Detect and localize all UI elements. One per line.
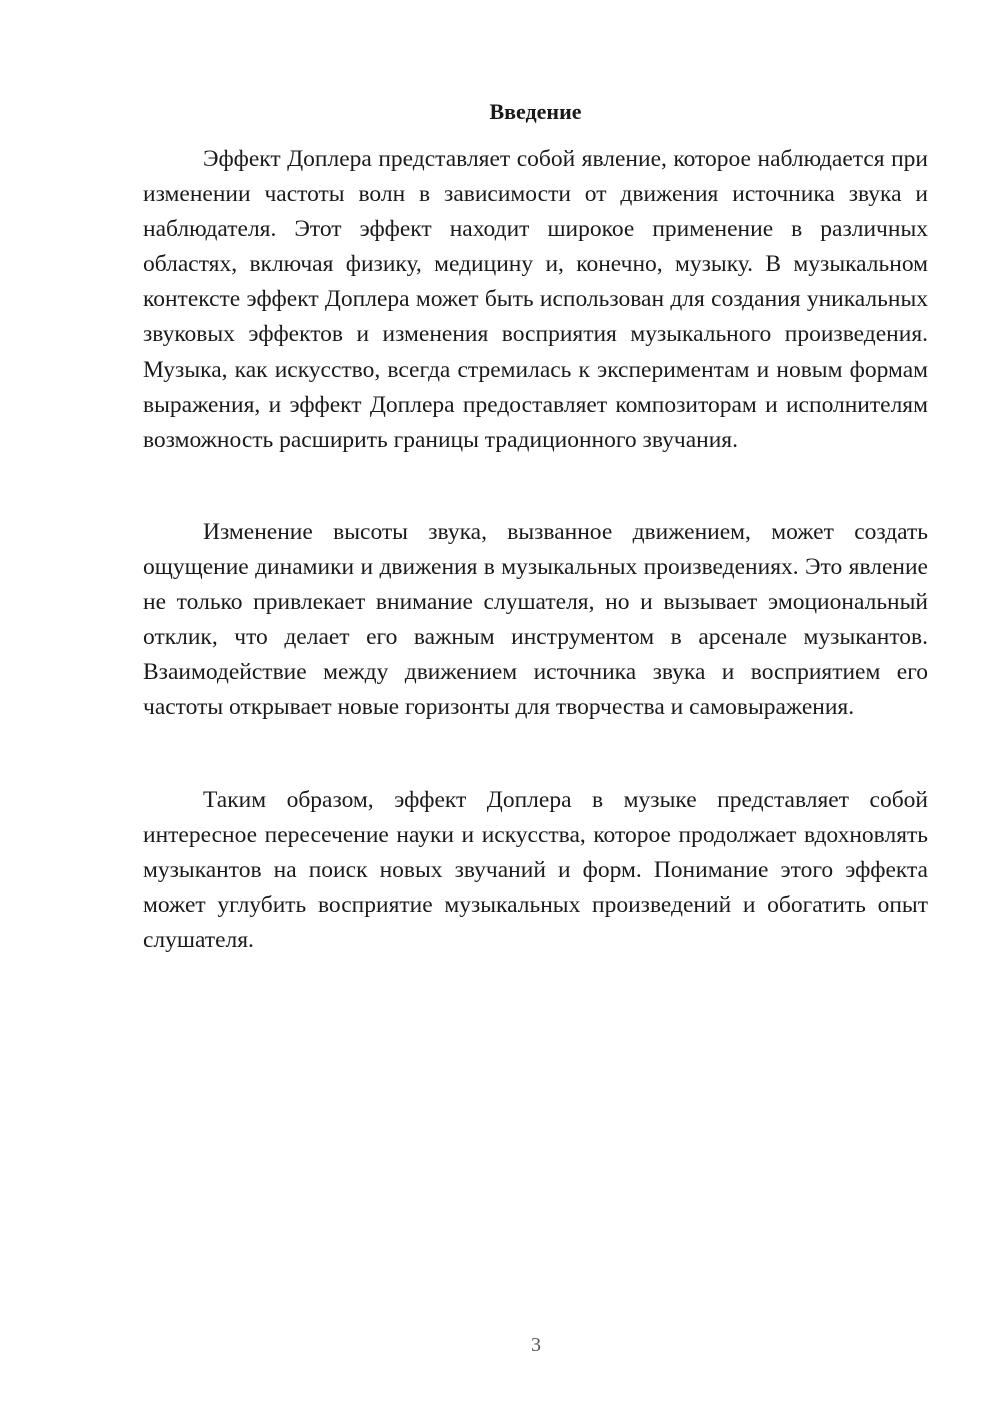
paragraph-3: Таким образом, эффект Доплера в музыке представляет собой интересное пересечение науки и искусства, которое продолжает вдохновлять музыкантов на поиск новых звучаний и форм. Понимание этого эффекта может углубить восприятие музыкальных произведений и обогатить опыт слушателя. — [143, 787, 928, 954]
paragraph-1: Эффект Доплера представляет собой явление, которое наблюдается при изменении частоты волн в зависимости от движения источника звука и наблюдателя. Этот эффект находит широкое применение в различных областях, включая физику, медицину и, конечно, музыку. В музыкальном контексте эффект Доплера может быть использован для создания уникальных звуковых эффектов и изменения восприятия музыкального произведения. Музыка, как искусство, всегда стремилась к экспериментам и новым формам выражения, и эффект Доплера предоставляет композиторам и исполнителям возможность расширить границы традиционного звучания. — [143, 146, 928, 453]
section-heading: Введение — [489, 99, 582, 124]
page-number: 3 — [531, 1334, 541, 1356]
paragraph-2: Изменение высоты звука, вызванное движением, может создать ощущение динамики и движения в музыкальных произведениях. Это явление не только привлекает внимание слушателя, но и вызывает эмоциональный отклик, что делает его важным инструментом в арсенале музыкантов. Взаимодействие между движением источника звука и восприятием его частоты открывает новые горизонты для творчества и самовыражения. — [143, 519, 928, 721]
